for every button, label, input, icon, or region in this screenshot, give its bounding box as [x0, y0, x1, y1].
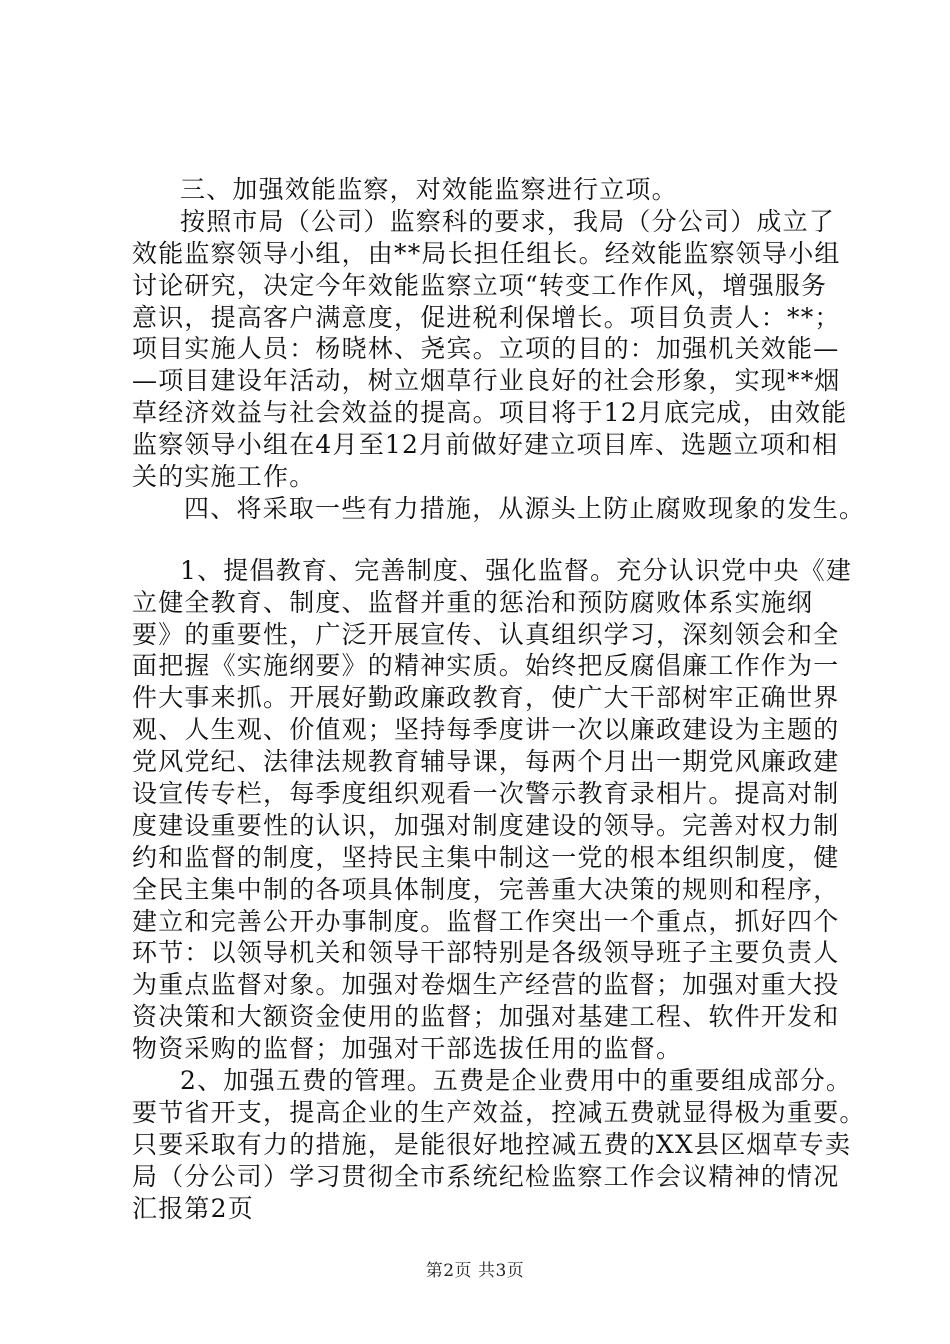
text-line: 物资采购的监督；加强对干部选拔任用的监督。 — [132, 1034, 683, 1064]
document-body — [132, 174, 866, 1225]
text-line: 建立和完善公开办事制度。监督工作突出一个重点，抓好四个 — [132, 906, 840, 936]
text-line: 汇报第2页 — [132, 1193, 254, 1223]
text-line: 效能监察领导小组，由**局长担任组长。经效能监察领导小组 — [132, 238, 841, 268]
text-line: 立健全教育、制度、监督并重的惩治和预防腐败体系实施纲 — [132, 587, 814, 617]
text-line: 为重点监督对象。加强对卷烟生产经营的监督；加强对重大投 — [132, 970, 840, 1000]
text-line: 全民主集中制的各项具体制度，完善重大决策的规则和程序， — [132, 874, 840, 904]
text-line: 1、提倡教育、完善制度、强化监督。充分认识党中央《建 — [180, 555, 853, 585]
text-line: 只要采取有力的措施，是能很好地控减五费的XX县区烟草专卖 — [132, 1129, 852, 1159]
text-line: 约和监督的制度，坚持民主集中制这一党的根本组织制度，健 — [132, 842, 840, 872]
text-line: —项目建设年活动，树立烟草行业良好的社会形象，实现**烟 — [132, 366, 841, 396]
paragraph-measure-1 — [132, 555, 853, 1065]
text-line: 件大事来抓。开展好勤政廉政教育，使广大干部树牢正确世界 — [132, 683, 840, 713]
text-line: 设宣传专栏，每季度组织观看一次警示教育录相片。提高对制 — [132, 779, 840, 809]
text-line: 资决策和大额资金使用的监督；加强对基建工程、软件开发和 — [132, 1002, 840, 1032]
paragraph-gap — [132, 525, 832, 555]
text-line: 草经济效益与社会效益的提高。项目将于12月底完成，由效能 — [132, 398, 848, 428]
section-heading-three: 三、加强效能监察，对效能监察进行立项。 — [180, 175, 678, 204]
text-line: 党风党纪、法律法规教育辅导课，每两个月出一期党风廉政建 — [132, 747, 840, 777]
text-line: 讨论研究，决定今年效能监察立项“转变工作作风，增强服务 — [132, 270, 828, 300]
text-line: 面把握《实施纲要》的精神实质。始终把反腐倡廉工作作为一 — [132, 651, 840, 681]
page-footer: 第2页 共3页 — [425, 1261, 525, 1281]
text-line: 关的实施工作。 — [132, 462, 316, 492]
text-line: 观、人生观、价值观；坚持每季度讲一次以廉政建设为主题的 — [132, 715, 840, 745]
text-line: 局（分公司）学习贯彻全市系统纪检监察工作会议精神的情况 — [132, 1161, 840, 1191]
text-line: 监察领导小组在4月至12月前做好建立项目库、选题立项和相 — [132, 430, 839, 460]
text-line: 要》的重要性，广泛开展宣传、认真组织学习，深刻领会和全 — [132, 619, 840, 649]
text-line: 要节省开支，提高企业的生产效益，控减五费就显得极为重要。 — [132, 1097, 866, 1127]
text-line: 意识，提高客户满意度，促进税利保增长。项目负责人：**； — [132, 302, 841, 332]
section-heading-four: 四、将采取一些有力措施，从源头上防止腐败现象的发生。 — [184, 493, 866, 523]
text-line: 环节：以领导机关和领导干部特别是各级领导班子主要负责人 — [132, 938, 840, 968]
text-line: 项目实施人员：杨晓林、尧宾。立项的目的：加强机关效能— — [132, 334, 840, 364]
paragraph-project — [132, 206, 848, 493]
paragraph-measure-2 — [132, 1065, 866, 1224]
text-line: 度建设重要性的认识，加强对制度建设的领导。完善对权力制 — [132, 810, 840, 840]
text-line: 按照市局（公司）监察科的要求，我局（分公司）成立了 — [180, 206, 836, 236]
text-line: 2、加强五费的管理。五费是企业费用中的重要组成部分。 — [180, 1066, 853, 1096]
